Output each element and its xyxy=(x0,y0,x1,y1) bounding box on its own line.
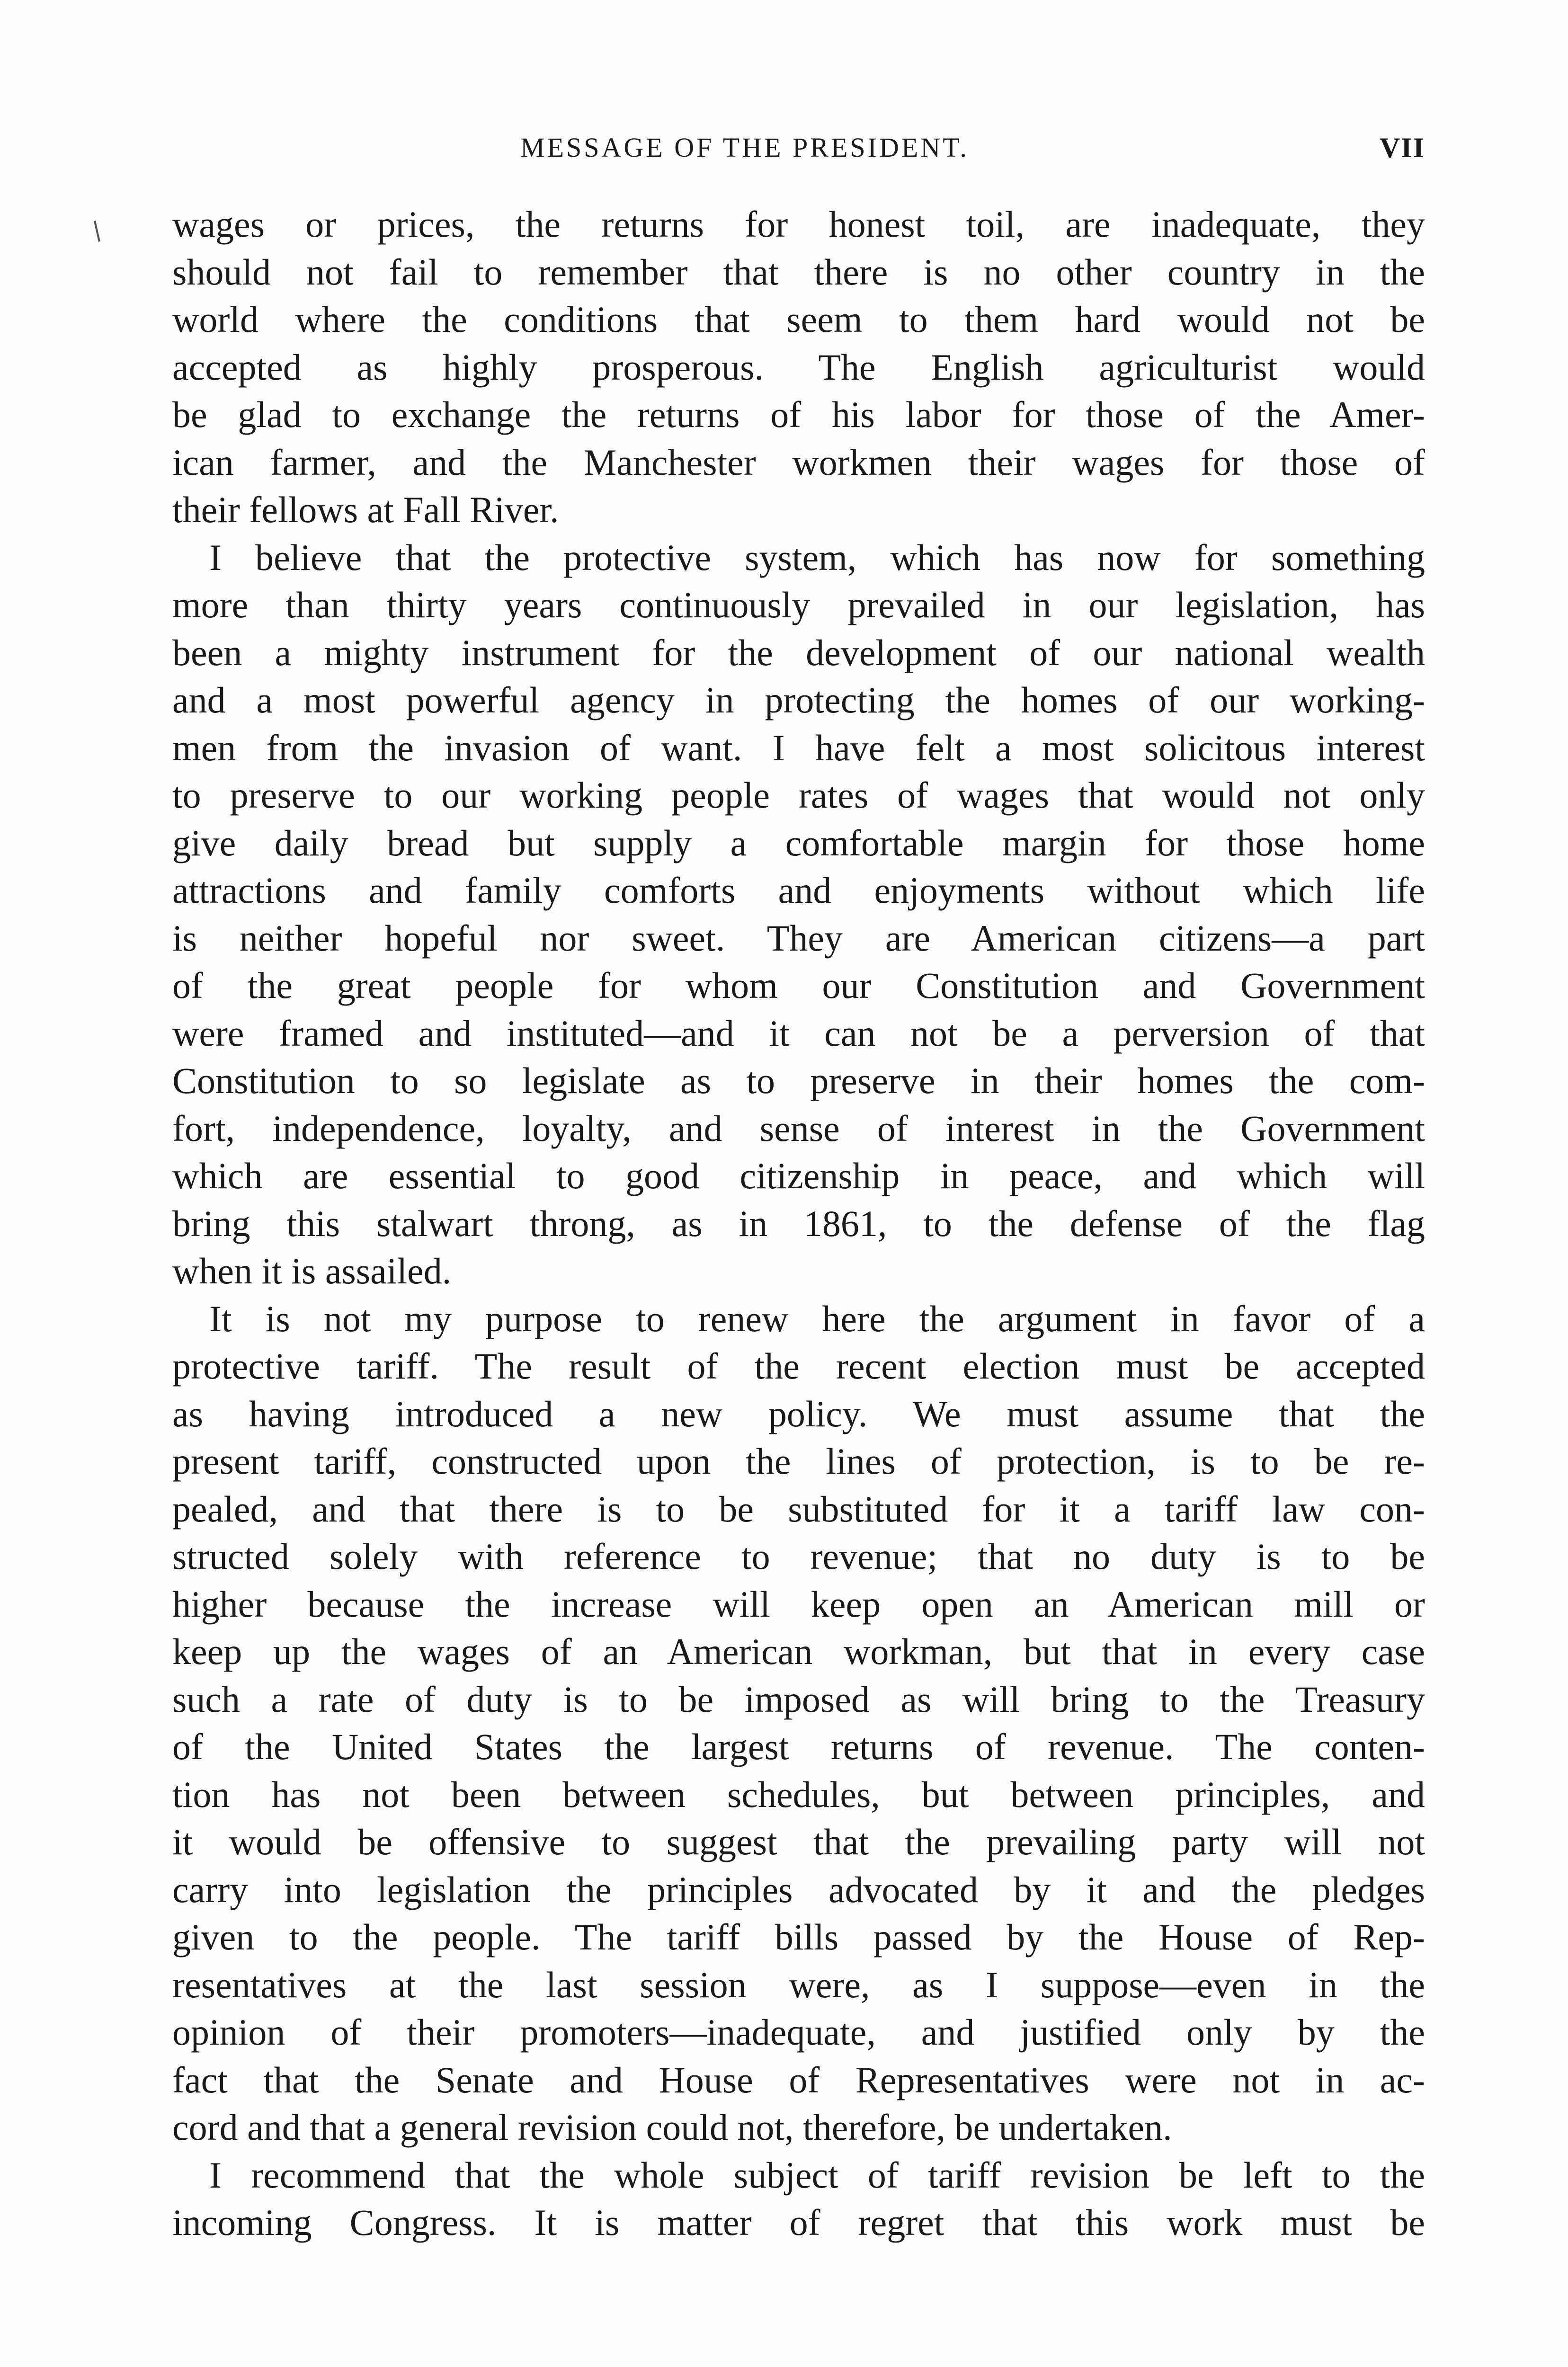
text-line: fact that the Senate and House of Representatives were not in ac- xyxy=(172,2059,1425,2100)
text-line: which are essential to good citizenship in peace, and which will xyxy=(172,1155,1425,1196)
text-line: when it is assailed. xyxy=(172,1250,452,1291)
text-line: is neither hopeful nor sweet. They are American citizens—a part xyxy=(172,917,1425,959)
text-line: given to the people. The tariff bills passed by the House of Rep- xyxy=(172,1916,1425,1958)
text-line: I recommend that the whole subject of tariff revision be left to the xyxy=(209,2154,1425,2196)
text-line: it would be offensive to suggest that the prevailing party will not xyxy=(172,1821,1425,1862)
text-line: resentatives at the last session were, as I suppose—even in the xyxy=(172,1964,1425,2005)
text-line: wages or prices, the returns for honest toil, are inadequate, they xyxy=(172,204,1425,245)
text-line: keep up the wages of an American workman, but that in every case xyxy=(172,1631,1425,1672)
text-line: give daily bread but supply a comfortable margin for those home xyxy=(172,822,1425,863)
text-line: higher because the increase will keep open an American mill or xyxy=(172,1583,1425,1625)
text-line: Constitution to so legislate as to preserve in their homes the com- xyxy=(172,1060,1425,1101)
text-line: been a mighty instrument for the development of our national wealth xyxy=(172,632,1425,673)
text-line: fort, independence, loyalty, and sense of interest in the Government xyxy=(172,1107,1425,1149)
text-line: structed solely with reference to revenue; that no duty is to be xyxy=(172,1536,1425,1577)
running-head: MESSAGE OF THE PRESIDENT. xyxy=(520,132,969,163)
text-line: were framed and instituted—and it can not be a perversion of that xyxy=(172,1012,1425,1054)
text-line: It is not my purpose to renew here the argument in favor of a xyxy=(209,1298,1425,1339)
text-line: accepted as highly prosperous. The English agriculturist would xyxy=(172,346,1425,388)
text-line: world where the conditions that seem to them hard would not be xyxy=(172,299,1425,340)
text-line: tion has not been between schedules, but between principles, and xyxy=(172,1773,1425,1815)
page-header xyxy=(172,132,1425,174)
text-line: be glad to exchange the returns of his labor for those of the Amer- xyxy=(172,394,1425,435)
text-line: such a rate of duty is to be imposed as will bring to the Treasury xyxy=(172,1678,1425,1720)
text-line: protective tariff. The result of the recent election must be accepted xyxy=(172,1345,1425,1387)
text-line: cord and that a general revision could not, therefore, be undertaken. xyxy=(172,2107,1172,2148)
text-line: and a most powerful agency in protecting the homes of our working- xyxy=(172,679,1425,721)
text-line: I believe that the protective system, which has now for something xyxy=(209,536,1425,578)
text-line: incoming Congress. It is matter of regret that this work must be xyxy=(172,2202,1425,2243)
page-number: VII xyxy=(1379,132,1425,163)
text-line: ican farmer, and the Manchester workmen their wages for those of xyxy=(172,441,1425,483)
text-line: as having introduced a new policy. We must assume that the xyxy=(172,1393,1425,1434)
text-line: to preserve to our working people rates of wages that would not only xyxy=(172,774,1425,816)
body-text xyxy=(172,201,1425,2247)
text-line: of the great people for whom our Constitution and Government xyxy=(172,965,1425,1006)
text-line: opinion of their promoters—inadequate, and justified only by the xyxy=(172,2011,1425,2053)
text-line: present tariff, constructed upon the lines of protection, is to be re- xyxy=(172,1441,1425,1482)
text-line: attractions and family comforts and enjoyments without which life xyxy=(172,870,1425,911)
margin-tick-icon: / xyxy=(86,216,108,246)
text-line: pealed, and that there is to be substituted for it a tariff law con- xyxy=(172,1488,1425,1530)
text-line: carry into legislation the principles advocated by it and the pledges xyxy=(172,1869,1425,1910)
text-line: men from the invasion of want. I have felt a most solicitous interest xyxy=(172,727,1425,768)
text-line: their fellows at Fall River. xyxy=(172,489,559,530)
text-line: bring this stalwart throng, as in 1861, to the defense of the flag xyxy=(172,1202,1425,1244)
text-line: should not fail to remember that there is no other country in the xyxy=(172,251,1425,293)
text-line: more than thirty years continuously prevailed in our legislation, has xyxy=(172,584,1425,625)
text-line: of the United States the largest returns of revenue. The conten- xyxy=(172,1726,1425,1767)
